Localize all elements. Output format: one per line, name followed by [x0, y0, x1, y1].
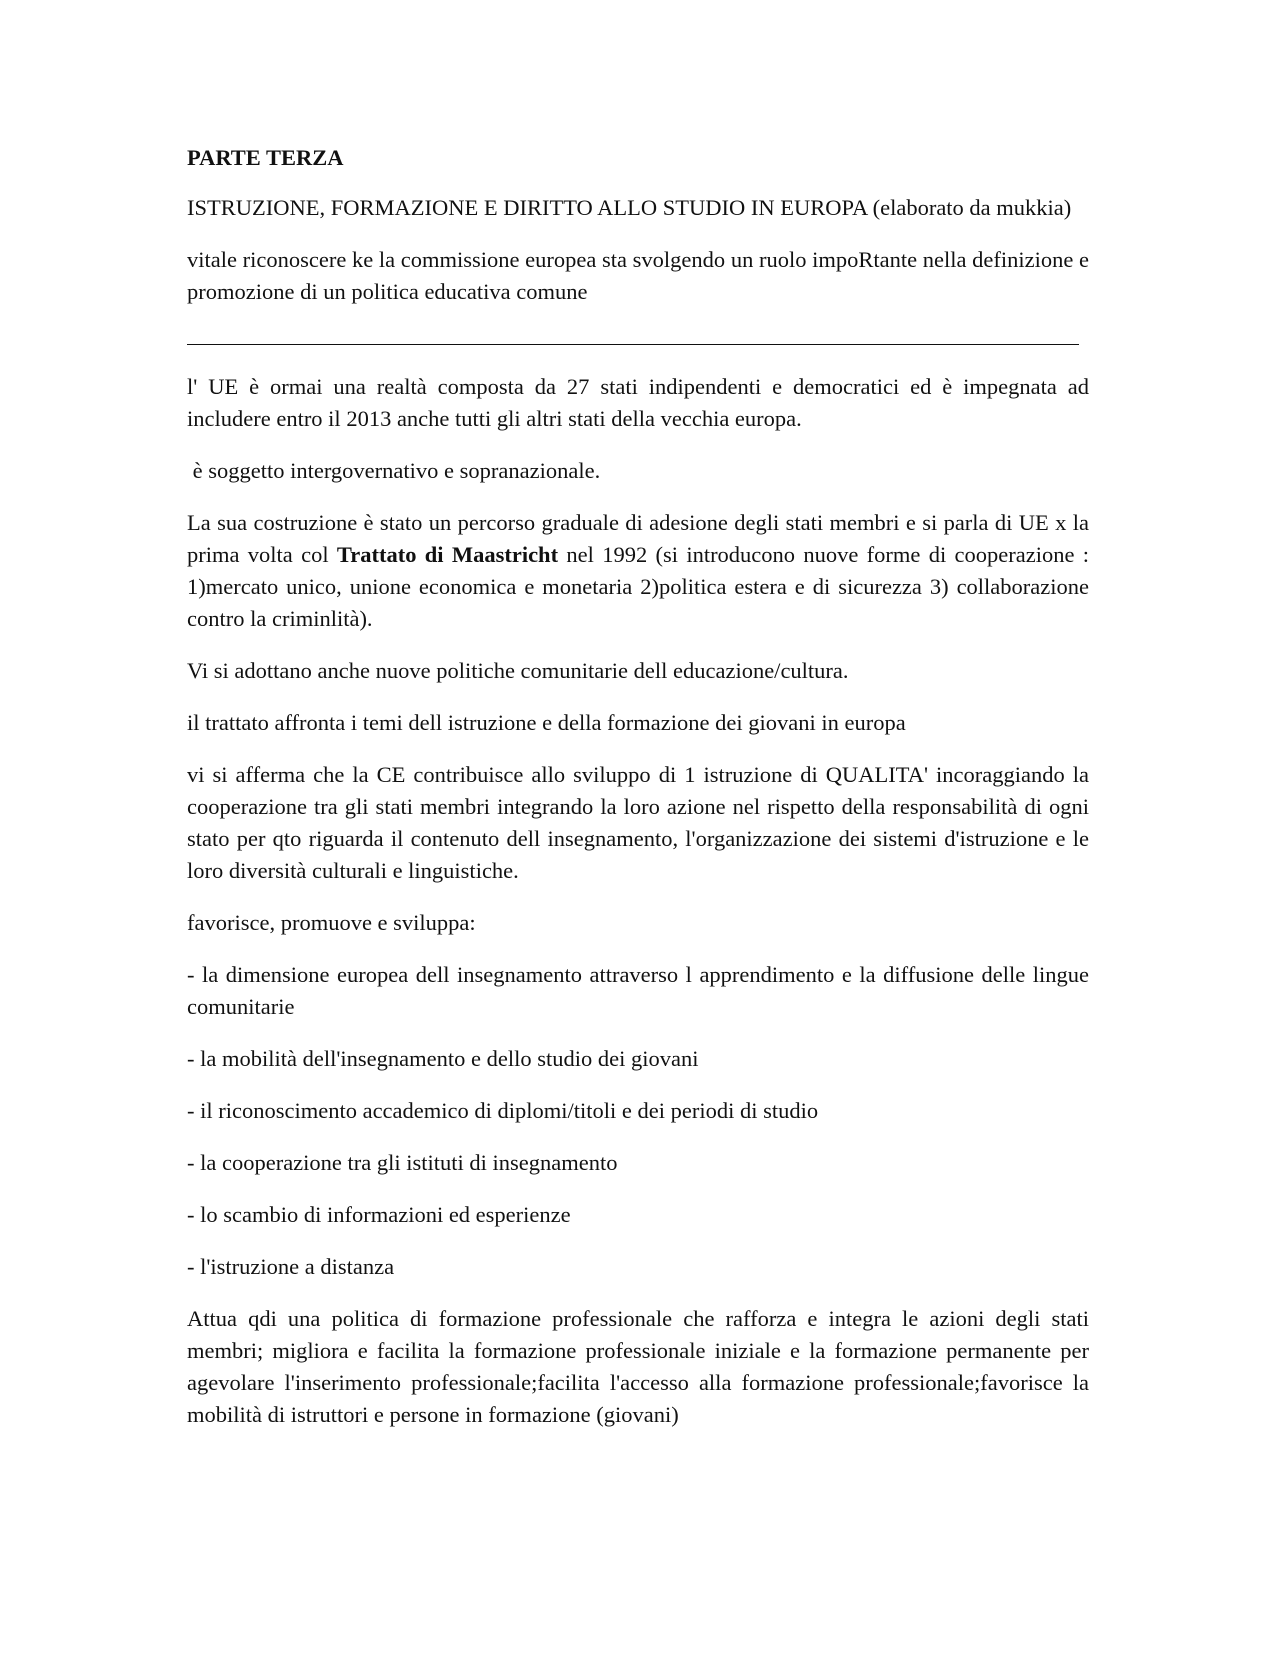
maastricht-text-after: nel 1992 (si introducono nuove forme di cooperazione : 1)mercato unico, unione economica e monetaria 2)politica estera e di sicurezza 3) collaborazione contro la criminlità). [187, 542, 1089, 631]
document-page [187, 142, 1089, 1451]
paragraph-treaty-themes: il trattato affronta i temi dell istruzione e della formazione dei giovani in europa [187, 710, 906, 735]
horizontal-rule [187, 344, 1079, 345]
list-item: - la mobilità dell'insegnamento e dello studio dei giovani [187, 1046, 699, 1071]
paragraph-professional-training: Attua qdi una politica di formazione professionale che rafforza e integra le azioni degli stati membri; migliora e facilita la formazione professionale iniziale e la formazione permanente per agevolare l'inserimento professionale;facilita l'accesso alla formazione professionale;favorisce la mobilità di istruttori e persone in formazione (giovani) [187, 1306, 1089, 1427]
document-subtitle: ISTRUZIONE, FORMAZIONE E DIRITTO ALLO STUDIO IN EUROPA (elaborato da mukkia) [187, 195, 1072, 220]
maastricht-text-before: La sua costruzione è stato un percorso graduale di adesione degli stati membri e si parla di UE x la prima volta col [187, 510, 1089, 567]
list-item: - l'istruzione a distanza [187, 1254, 395, 1279]
list-item: - il riconoscimento accademico di diplomi/titoli e dei periodi di studio [187, 1098, 819, 1123]
paragraph-policies: Vi si adottano anche nuove politiche comunitarie dell educazione/cultura. [187, 658, 849, 683]
paragraph-eu-states: l' UE è ormai una realtà composta da 27 stati indipendenti e democratici ed è impegnata ad includere entro il 2013 anche tutti gli altri stati della vecchia europa. [187, 374, 1089, 431]
list-item: - la dimensione europea dell insegnamento attraverso l apprendimento e la diffusione delle lingue comunitarie [187, 962, 1089, 1019]
list-item: - lo scambio di informazioni ed esperienze [187, 1202, 571, 1227]
list-item: - la cooperazione tra gli istituti di insegnamento [187, 1150, 618, 1175]
paragraph-promotes: favorisce, promuove e sviluppa: [187, 910, 476, 935]
intro-paragraph: vitale riconoscere ke la commissione europea sta svolgendo un ruolo impoRtante nella definizione e promozione di un politica educativa comune [187, 247, 1089, 304]
document-heading: PARTE TERZA [187, 145, 344, 170]
paragraph-quality-education: vi si afferma che la CE contribuisce allo sviluppo di 1 istruzione di QUALITA' incoraggiando la cooperazione tra gli stati membri integrando la loro azione nel rispetto della responsabilità di ogni stato per qto riguarda il contenuto dell insegnamento, l'organizzazione dei sistemi d'istruzione e le loro diversità culturali e linguistiche. [187, 762, 1089, 883]
paragraph-intergovernmental: è soggetto intergovernativo e sopranazionale. [187, 458, 601, 483]
maastricht-treaty-bold: Trattato di Maastricht [336, 542, 559, 567]
paragraph-maastricht [187, 507, 1089, 635]
